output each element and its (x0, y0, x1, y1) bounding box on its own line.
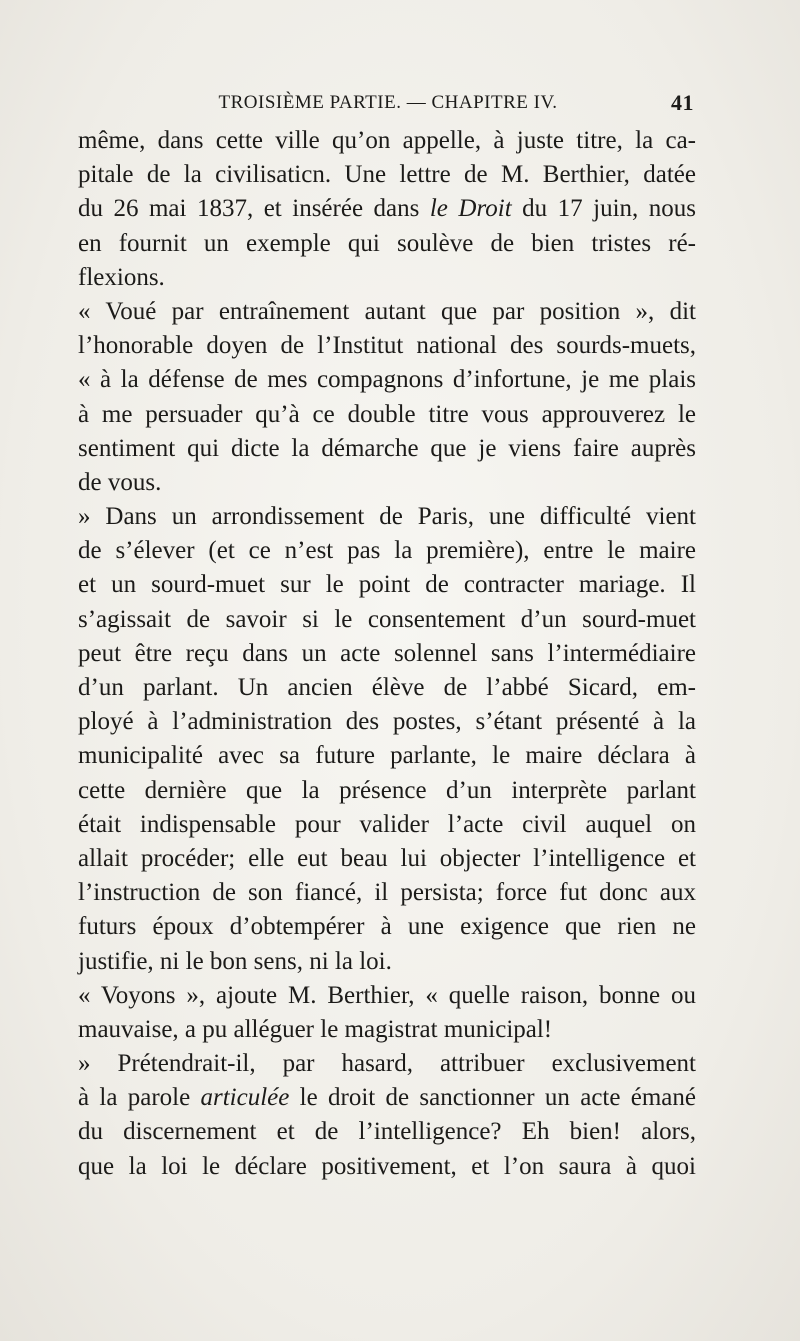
page-number: 41 (671, 90, 694, 115)
text-line: » Dans un arrondissement de Paris, une difficulté vient (78, 503, 696, 531)
text-line: que la loi le déclare positivement, et l’on saura à quoi (78, 1152, 696, 1180)
italic-emphasis: le Droit (429, 195, 512, 223)
text-line: en fournit un exemple qui soulève de bien tristes ré- (78, 229, 696, 257)
text-line: » Prétendrait-il, par hasard, attribuer exclusivement (78, 1050, 696, 1078)
text-line: d’un parlant. Un ancien élève de l’abbé Sicard, em- (78, 674, 696, 701)
text-line: à me persuader qu’à ce double titre vous approuverez le (78, 400, 696, 428)
text-line: « Voyons », ajoute M. Berthier, « quelle raison, bonne ou (78, 981, 696, 1009)
text-line: peut être reçu dans un acte solennel sans l’intermédiaire (78, 639, 696, 667)
text-line: de vous. (78, 468, 162, 496)
text-line: du 26 mai 1837, et insérée dans le Droit du 17 juin, nous (78, 195, 697, 223)
text-line: municipalité avec sa future parlante, le maire déclara à (78, 742, 696, 770)
text-line: du discernement et de l’intelligence? Eh bien! alors, (78, 1118, 696, 1146)
text-line: même, dans cette ville qu’on appelle, à juste titre, la ca- (78, 127, 696, 154)
text-line: « Voué par entraînement autant que par position », dit (78, 297, 696, 325)
text-line: ployé à l’administration des postes, s’étant présenté à la (78, 708, 696, 736)
text-line: de s’élever (et ce n’est pas la première), entre le maire (78, 537, 696, 565)
body-text (78, 124, 696, 1184)
text-line: pitale de la civilisaticn. Une lettre de M. Berthier, datée (78, 161, 696, 189)
text-line: cette dernière que la présence d’un interprète parlant (78, 776, 696, 804)
running-title: TROISIÈME PARTIE. — CHAPITRE IV. (218, 92, 558, 113)
text-line: « à la défense de mes compagnons d’infortune, je me plais (78, 366, 696, 394)
text-line: l’instruction de son fiancé, il persista; force fut donc aux (78, 879, 696, 907)
text-line: s’agissait de savoir si le consentement d’un sourd-muet (78, 605, 696, 633)
italic-emphasis: articulée (200, 1084, 290, 1112)
text-line: et un sourd-muet sur le point de contracter mariage. Il (78, 571, 696, 599)
text-line: mauvaise, a pu alléguer le magistrat municipal! (78, 1015, 553, 1043)
text-line: futurs époux d’obtempérer à une exigence que rien ne (78, 913, 696, 941)
text-line: justifie, ni le bon sens, ni la loi. (78, 947, 392, 975)
text-line: à la parole articulée le droit de sanctionner un acte émané (78, 1084, 696, 1112)
text-line: allait procéder; elle eut beau lui objecter l’intelligence et (78, 844, 696, 872)
text-line: était indispensable pour valider l’acte civil auquel on (78, 810, 696, 838)
text-line: l’honorable doyen de l’Institut national des sourds-muets, (78, 332, 696, 360)
text-line: flexions. (78, 263, 165, 291)
running-head (78, 88, 698, 122)
text-line: sentiment qui dicte la démarche que je viens faire auprès (78, 434, 696, 462)
